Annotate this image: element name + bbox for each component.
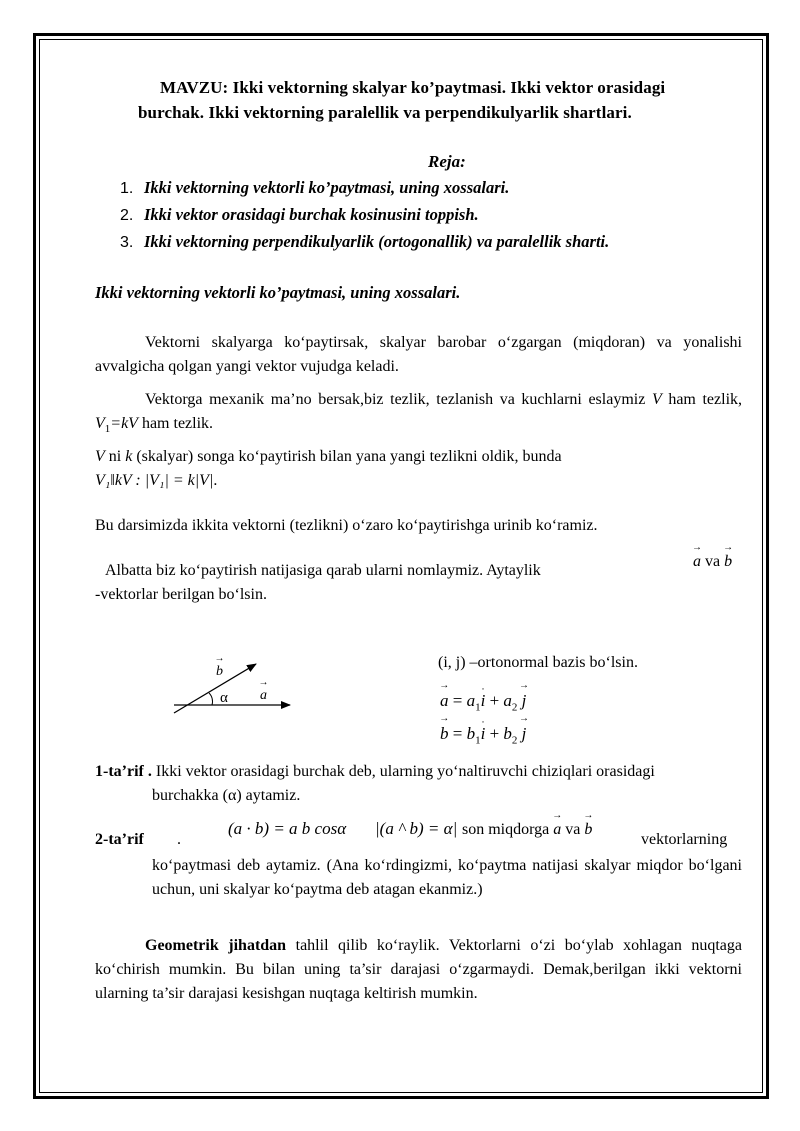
geometric-paragraph	[95, 934, 742, 1006]
angle-arc	[209, 693, 213, 705]
vector-a: → a	[693, 553, 701, 571]
vectors-a-b	[693, 553, 732, 571]
symbol-eq-kv: =kV	[110, 415, 138, 432]
title-line-2: burchak. Ikki vektorning paralellik va perpendikulyarlik shartlari.	[138, 103, 632, 122]
paragraph-5-line-1	[105, 562, 541, 580]
title-line-1: MAVZU: Ikki vektorning skalyar ko’paytmasi. Ikki vektor orasidagi	[160, 78, 666, 97]
parallel-formula: V₁‖kV : |V₁| = k|V|	[95, 472, 214, 489]
vector-b: → b	[584, 821, 592, 839]
paragraph-3-mid1: ni	[104, 448, 126, 465]
plan-item-number: 3.	[120, 234, 134, 251]
symbol-v: V	[651, 391, 662, 408]
plan-item-1	[120, 178, 509, 198]
plan-item-3	[120, 232, 609, 252]
paragraph-4: Bu darsimizda ikkita vektorni (tezlikni) o‘zaro ko‘paytirishga urinib ko‘ramiz.	[95, 517, 598, 534]
symbol-v1-sub: 1	[104, 423, 111, 436]
geometric-bold: Geometrik jihatdan	[145, 937, 287, 954]
symbol-k: k	[125, 448, 133, 465]
definition-2-text: ko‘paytmasi deb aytamiz. (Ana ko‘rdingizmi, ko‘paytma natijasi skalyar miqdor bo‘lgani uchun, uni skalyar ko‘paytma deb atagan ekanmiz.)	[152, 857, 742, 898]
dot-product-formula: (a · b) = a b cosα	[228, 819, 347, 838]
paragraph-3	[95, 445, 742, 493]
vector-angle-diagram	[160, 650, 310, 720]
plan-item-2	[120, 205, 479, 225]
diagram-label-b: → b	[216, 664, 223, 680]
plan-item-number: 2.	[120, 207, 134, 224]
paragraph-2-text: Vektorga mexanik ma’no bersak,biz tezlik, tezlanish va kuchlarni eslaymiz	[145, 391, 646, 408]
basis-eq-a: → $a = a_1˙$ $i + a_2 \to j$	[440, 691, 526, 713]
paragraph-2-ham-tail: ham tezlik.	[137, 415, 214, 432]
definition-2-son: son miqdorga → a va → b	[462, 821, 592, 839]
paragraph-1: Vektorni skalyarga ko‘paytirsak, skalyar barobar o‘zgargan (miqdoran) va yonalishi avvalgicha qolgan yangi vektor vujudga keladi.	[95, 334, 742, 375]
definition-1-text: Ikki vektor orasidagi burchak deb, ularning yo‘naltiruvchi chiziqlari orasidagi	[151, 763, 655, 780]
definition-2-tail: vektorlarning	[641, 831, 728, 848]
symbol-v1: V	[95, 415, 105, 432]
angle-formula: |(a ^ b) = α|	[375, 819, 458, 838]
basis-eq-b: → $b = b_1˙$ $i + b_2 \to j$	[440, 724, 526, 746]
vector-b: → b	[724, 553, 732, 571]
va-word: va	[701, 553, 725, 570]
basis-line: (i, j) –ortonormal bazis bo‘lsin.	[438, 654, 638, 671]
geometric-text: tahlil qilib ko‘raylik. Vektorlarni o‘zi bo‘ylab xohlagan nuqtaga ko‘chirish mumkin. Bu bilan uning ta’sir darajasi o‘zgarmaydi. Demak,berilgan ikki vektorni ularning ta’sir darajasi kesishgan nuqtaga keltirish mumkin.	[95, 937, 743, 1002]
definition-1-line-2: burchakka (α) aytamiz.	[152, 787, 301, 804]
section-heading: Ikki vektorning vektorli ko’paytmasi, uning xossalari.	[95, 283, 461, 302]
plan-heading: Reja:	[428, 152, 466, 171]
paragraph-2	[95, 388, 742, 441]
definition-2-label: 2-ta’rif	[95, 831, 144, 848]
plan-item-text: Ikki vektor orasidagi burchak kosinusini toppish.	[144, 205, 479, 224]
definition-1-label: 1-ta’rif .	[95, 763, 152, 780]
paragraph-3-mid2: (skalyar) songa ko‘paytirish bilan yana yangi tezlikni oldik, bunda	[132, 448, 562, 465]
plan-item-number: 1.	[120, 180, 134, 197]
plan-item-text: Ikki vektorning vektorli ko’paytmasi, uning xossalari.	[144, 178, 510, 197]
vector-a: → a	[553, 821, 561, 839]
paragraph-5-line-2: -vektorlar berilgan bo‘lsin.	[95, 586, 267, 603]
definition-2-dot: .	[177, 831, 181, 848]
plan-item-text: Ikki vektorning perpendikulyarlik (ortogonallik) va paralellik sharti.	[144, 232, 610, 251]
paragraph-5-text: Albatta biz ko‘paytirish natijasiga qarab ularni nomlaymiz. Aytaylik	[105, 562, 541, 579]
diagram-label-a: → a	[260, 688, 267, 704]
symbol-v: V	[95, 448, 105, 465]
paragraph-2-ham: ham tezlik,	[668, 391, 743, 408]
definition-1-line-1	[95, 763, 655, 781]
diagram-label-alpha: α	[220, 690, 228, 706]
vector-b-arrow	[174, 664, 256, 713]
paragraph-3-end: .	[213, 472, 218, 489]
